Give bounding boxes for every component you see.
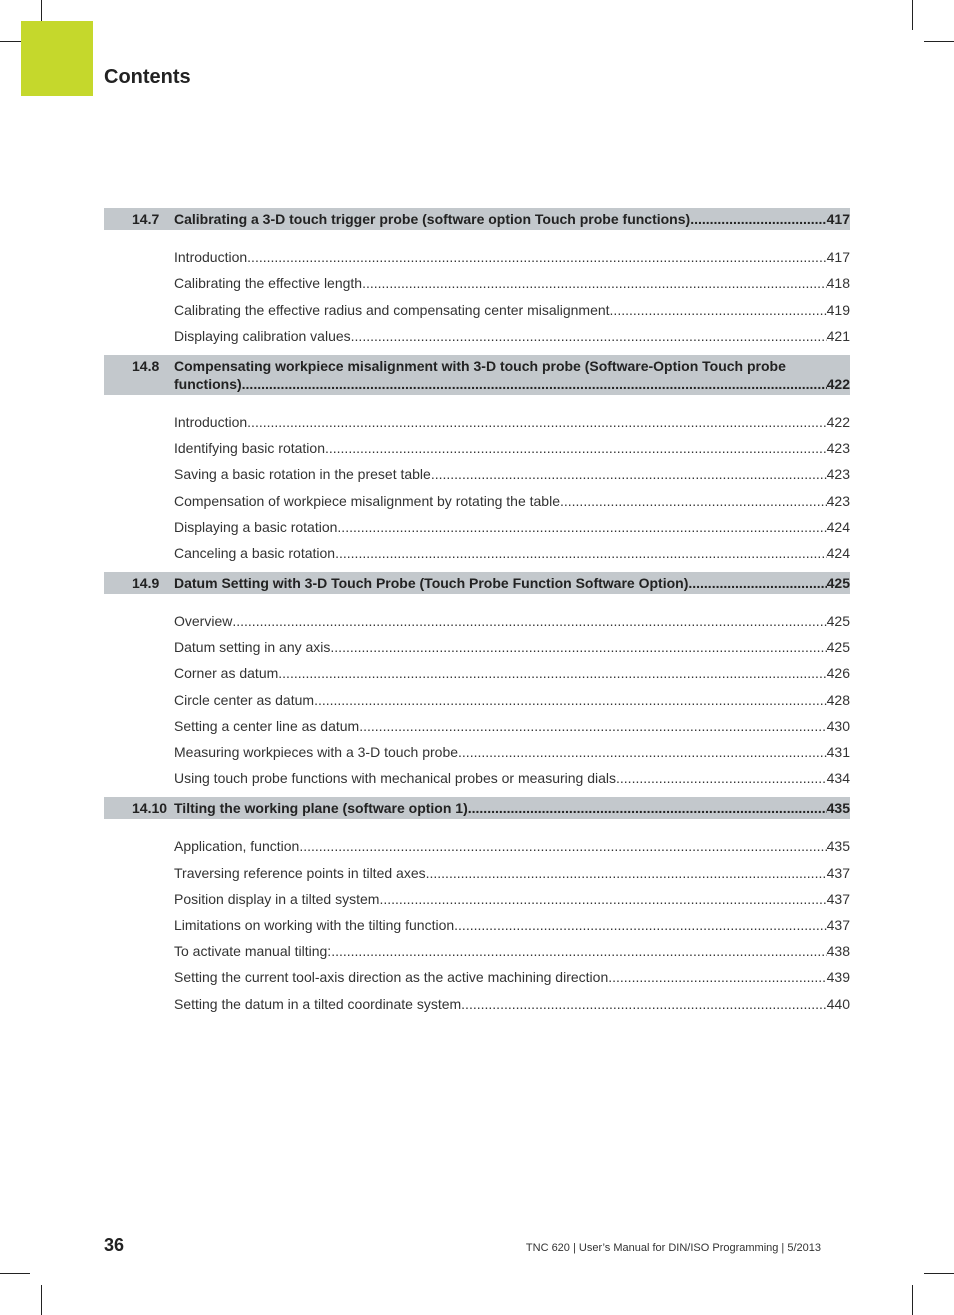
section-heading[interactable] (104, 797, 850, 819)
toc-entry[interactable] (174, 604, 850, 630)
section-title: Datum Setting with 3-D Touch Probe (Touch Probe Function Software Option) (174, 574, 689, 591)
toc-entry[interactable] (174, 960, 850, 986)
entry-page: 438 (826, 943, 850, 960)
section-page: 422 (826, 375, 850, 392)
toc-entry[interactable] (174, 405, 850, 431)
dot-leader (379, 890, 826, 908)
toc-entry[interactable] (174, 761, 850, 787)
dot-leader (335, 544, 827, 562)
section-heading[interactable] (104, 208, 850, 230)
entry-label: Displaying calibration values (174, 327, 351, 344)
crop-mark (0, 1273, 30, 1274)
section-number: 14.10 (132, 800, 168, 817)
entry-label: Position display in a tilted system (174, 890, 380, 907)
entry-label: Compensation of workpiece misalignment by rotating the table (174, 492, 560, 509)
entry-page: 434 (826, 770, 850, 787)
toc-entry[interactable] (174, 855, 850, 881)
entry-label: Overview (174, 613, 233, 630)
entry-page: 428 (826, 691, 850, 708)
toc-entry[interactable] (174, 457, 850, 483)
dot-leader (608, 968, 826, 986)
entry-page: 440 (826, 995, 850, 1012)
toc-entry[interactable] (174, 536, 850, 562)
crop-mark (924, 41, 954, 42)
entry-label: Circle center as datum (174, 691, 315, 708)
section-title-line1: Compensating workpiece misalignment with 3-D touch probe (Software-Option Touch probe (174, 357, 786, 374)
crop-mark (912, 1285, 913, 1315)
page-title: Contents (104, 66, 191, 88)
entry-page: 430 (826, 717, 850, 734)
crop-mark (41, 1285, 42, 1315)
section-page: 435 (826, 800, 850, 817)
toc-entry[interactable] (174, 709, 850, 735)
section-title: Tilting the working plane (software option 1) (174, 800, 468, 817)
dot-leader (560, 492, 827, 510)
entry-label: Introduction (174, 413, 248, 430)
section-number: 14.9 (132, 574, 160, 591)
entry-page: 435 (826, 838, 850, 855)
dot-leader (454, 916, 826, 934)
crop-mark (924, 1273, 954, 1274)
toc-section (104, 797, 850, 1012)
entry-page: 425 (826, 613, 850, 630)
dot-leader (362, 274, 827, 292)
entry-label: Identifying basic rotation (174, 440, 325, 457)
toc-entry[interactable] (174, 240, 850, 266)
dot-leader (610, 301, 827, 319)
footer-text: TNC 620 | User’s Manual for DIN/ISO Programming | 5/2013 (525, 1242, 821, 1254)
entry-page: 421 (826, 327, 850, 344)
entry-label: Setting the datum in a tilted coordinate system (174, 995, 462, 1012)
section-page: 425 (826, 574, 850, 591)
entry-label: Setting a center line as datum (174, 717, 360, 734)
section-title-line2: functions) (174, 375, 242, 392)
entry-label: Corner as datum (174, 665, 279, 682)
toc-entry[interactable] (174, 882, 850, 908)
dot-leader (314, 691, 827, 709)
entry-label: Displaying a basic rotation (174, 518, 338, 535)
dot-leader (247, 413, 826, 431)
dot-leader (337, 518, 826, 536)
entry-label: To activate manual tilting: (174, 943, 332, 960)
entry-label: Application, function (174, 838, 300, 855)
toc-section (104, 572, 850, 787)
entry-page: 431 (826, 744, 850, 760)
toc-entry[interactable] (174, 431, 850, 457)
entry-page: 437 (826, 864, 850, 881)
dot-leader (458, 743, 827, 761)
entry-page: 425 (826, 639, 850, 656)
dot-leader (426, 864, 827, 882)
section-number: 14.8 (132, 357, 160, 374)
dot-leader (325, 439, 827, 457)
section-heading[interactable] (104, 355, 850, 395)
crop-mark (912, 0, 913, 30)
toc-entry[interactable] (174, 735, 850, 761)
entry-label: Saving a basic rotation in the preset table (174, 466, 431, 483)
dot-leader (330, 638, 826, 656)
entry-label: Limitations on working with the tilting function (174, 916, 455, 933)
entry-label: Datum setting in any axis (174, 639, 331, 656)
toc-section (104, 355, 850, 562)
entry-page: 426 (826, 665, 850, 682)
toc-section (104, 208, 850, 345)
dot-leader (299, 837, 826, 855)
entry-page: 437 (826, 916, 850, 933)
entry-label: Measuring workpieces with a 3-D touch probe (174, 744, 459, 760)
toc-entry[interactable] (174, 292, 850, 318)
entry-label: Calibrating the effective radius and compensating center misalignment (174, 301, 610, 318)
dot-leader (688, 574, 826, 592)
section-title: Calibrating a 3-D touch trigger probe (software option Touch probe functions) (174, 211, 691, 227)
dot-leader (616, 769, 827, 787)
table-of-contents (104, 208, 850, 1013)
entry-label: Traversing reference points in tilted axes (174, 864, 426, 881)
toc-entry[interactable] (174, 510, 850, 536)
entry-page: 417 (826, 249, 850, 266)
dot-leader (431, 465, 827, 483)
toc-entry[interactable] (174, 266, 850, 292)
toc-entry[interactable] (174, 829, 850, 855)
toc-entry[interactable] (174, 682, 850, 708)
toc-entry[interactable] (174, 908, 850, 934)
toc-entry[interactable] (174, 630, 850, 656)
dot-leader (690, 210, 826, 228)
dot-leader (331, 942, 826, 960)
entry-page: 422 (826, 413, 850, 430)
entry-page: 437 (826, 890, 850, 907)
dot-leader (232, 612, 826, 630)
section-heading[interactable] (104, 572, 850, 594)
toc-entry[interactable] (174, 483, 850, 509)
dot-leader (461, 995, 826, 1013)
entry-label: Canceling a basic rotation (174, 544, 336, 561)
dot-leader (351, 327, 827, 345)
dot-leader (359, 717, 826, 735)
entry-page: 424 (826, 544, 850, 561)
section-page: 417 (826, 211, 850, 227)
dot-leader (242, 375, 827, 393)
chapter-color-tab (21, 21, 93, 96)
entry-label: Setting the current tool-axis direction as the active machining direction (174, 969, 609, 986)
dot-leader (247, 248, 826, 266)
entry-label: Using touch probe functions with mechanical probes or measuring dials (174, 770, 617, 787)
entry-label: Introduction (174, 249, 248, 266)
entry-page: 418 (826, 275, 850, 292)
section-number: 14.7 (132, 211, 160, 227)
toc-entry[interactable] (174, 656, 850, 682)
toc-entry[interactable] (174, 986, 850, 1012)
toc-entry[interactable] (174, 319, 850, 345)
entry-page: 423 (826, 440, 850, 457)
page-number: 36 (104, 1235, 125, 1255)
entry-page: 439 (826, 969, 850, 986)
entry-page: 419 (826, 301, 850, 318)
toc-entry[interactable] (174, 934, 850, 960)
dot-leader (468, 799, 827, 817)
entry-label: Calibrating the effective length (174, 275, 363, 292)
entry-page: 424 (826, 518, 850, 535)
entry-page: 423 (826, 492, 850, 509)
entry-page: 423 (826, 466, 850, 483)
dot-leader (278, 664, 826, 682)
